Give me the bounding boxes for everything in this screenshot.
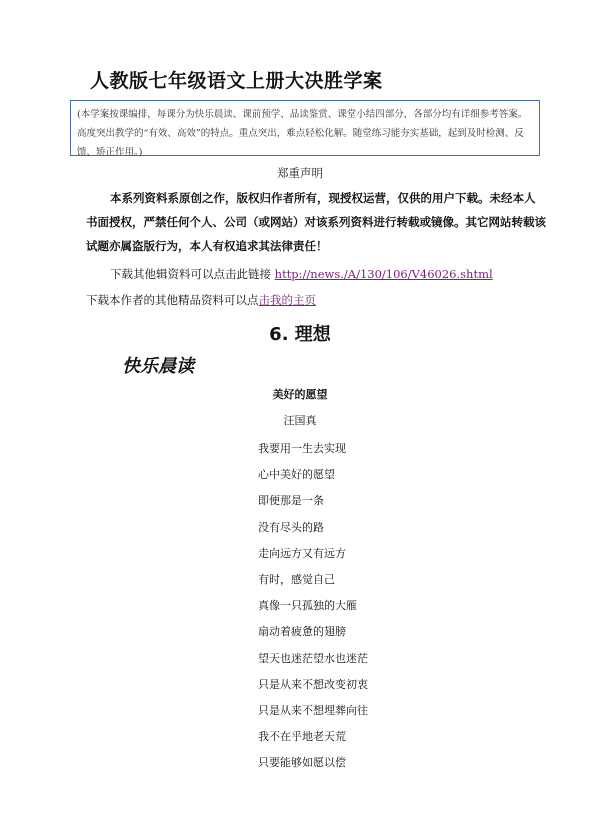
- poem-lines: [258, 436, 368, 776]
- poem-line: 只是从来不想埋葬向往: [258, 703, 368, 717]
- download-other-text: 下载其他辑资料可以点击此链接: [110, 267, 271, 281]
- download-other-line: [110, 266, 493, 282]
- poem-line: 我不在乎地老天荒: [258, 730, 346, 744]
- notice-body: [86, 186, 546, 258]
- poem-line: 只是从来不想改变初衷: [258, 677, 368, 691]
- poem-line: 没有尽头的路: [258, 520, 324, 534]
- poem-line: 扇动着疲惫的翅膀: [258, 625, 346, 639]
- document-title: 人教版七年级语文上册大决胜学案: [90, 70, 383, 92]
- notice-title: 郑重声明: [277, 166, 323, 180]
- poem-author: 汪国真: [283, 414, 317, 427]
- poem-line: 有时，感觉自己: [258, 572, 335, 586]
- poem-line: 心中美好的愿望: [258, 468, 335, 482]
- poem-line: 即便那是一条: [258, 494, 324, 508]
- poem-line: 走向远方又有远方: [258, 546, 346, 560]
- notice-body-text: 本系列资料系原创之作，版权归作者所有，现授权运营，仅供的用户下载。未经本人书面授权，严禁任何个人、公司（或网站）对该系列资料进行转载或镜像。其它网站转载该试题亦属盗版行为，本人有权追求其法律责任！: [86, 191, 546, 253]
- poem-line: 真像一只孤独的大雁: [258, 599, 357, 613]
- poem-line: 只要能够如愿以偿: [258, 756, 346, 770]
- lesson-title: 6. 理想: [269, 324, 331, 345]
- intro-box: (本学案按课编排，每课分为快乐晨读、课前预学、品读鉴赏、课堂小结四部分，各部分均有详细参考答案。高度突出教学的“有效、高效”的特点。重点突出，难点轻松化解。随堂练习能夯实基础，起到及时检测、反馈、矫正作用。): [70, 100, 540, 156]
- download-other-link[interactable]: http://news./A/130/106/V46026.shtml: [274, 267, 493, 281]
- author-homepage-link[interactable]: 击我的主页: [258, 293, 316, 307]
- poem-line: 我要用一生去实现: [258, 442, 346, 455]
- poem-line: 望天也迷茫望水也迷茫: [258, 651, 368, 665]
- download-author-line: [86, 292, 316, 308]
- section-title: 快乐晨读: [122, 356, 194, 377]
- download-author-text: 下载本作者的其他精品资料可以点: [86, 293, 259, 307]
- poem-title: 美好的愿望: [272, 388, 328, 401]
